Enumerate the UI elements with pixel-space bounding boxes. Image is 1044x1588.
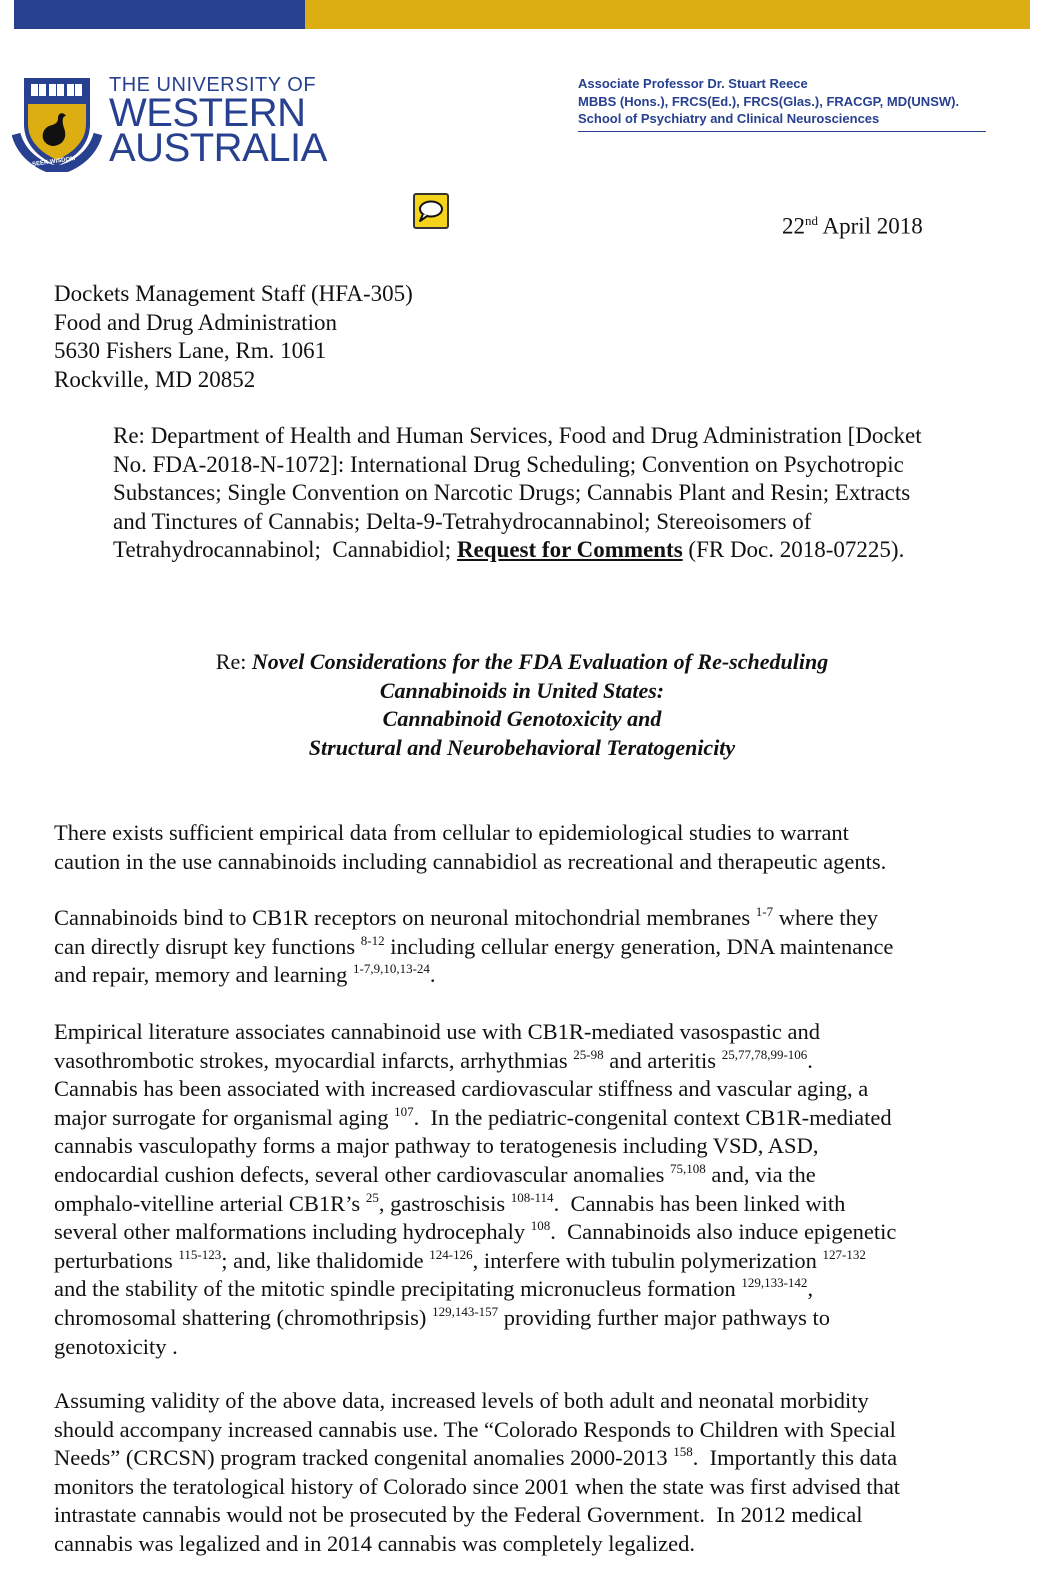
citation-superscript: 129,143-157 [432, 1303, 499, 1319]
citation-superscript: 127-132 [822, 1246, 866, 1262]
regarding-docket [113, 422, 1003, 565]
citation-superscript: 25 [365, 1189, 379, 1205]
paragraph-line: Needs” (CRCSN) program tracked congenital anomalies 2000-2013 $^{158}$. Importantly this data [54, 1444, 898, 1471]
paragraph-line: and repair, memory and learning $^{1-7,9,10,13-24}$. [54, 961, 436, 988]
title-line-1 [0, 648, 1044, 677]
letter-date [782, 213, 923, 240]
body-paragraph-colorado [54, 1387, 1004, 1559]
paragraph-line: perturbations $^{115-123}$; and, like thalidomide $^{124-126}$, interfere with tubulin polymerization $^{127-132}$ [54, 1246, 866, 1273]
top-bar-gold-segment [305, 0, 1030, 29]
paragraph-line: major surrogate for organismal aging $^{107}$. In the pediatric-congenital context CB1R-mediated [54, 1103, 892, 1130]
university-crest-logo [12, 72, 102, 172]
citation-superscript: 129,133-142 [741, 1275, 808, 1291]
title-prefix: Re: [215, 649, 252, 674]
paragraph-line: cannabis was legalized and in 2014 cannabis was completely legalized. [54, 1530, 696, 1556]
date-day: 22 [782, 213, 805, 239]
paragraph-line: Assuming validity of the above data, increased levels of both adult and neonatal morbidity [54, 1388, 869, 1413]
body-paragraph-intro [54, 819, 1004, 876]
citation-superscript: 124-126 [429, 1246, 473, 1262]
citation-superscript: 1-7 [755, 904, 774, 919]
title-line-4: Structural and Neurobehavioral Teratogenicity [308, 734, 736, 760]
title-line-2: Cannabinoids in United States: [379, 677, 665, 703]
author-block [578, 75, 988, 132]
paragraph-line: caution in the use cannabinoids including cannabidiol as recreational and therapeutic agents. [54, 848, 887, 874]
citation-superscript: 108 [530, 1218, 551, 1234]
paragraph-line: omphalo-vitelline arterial CB1R’s $^{25}$, gastroschisis $^{108-114}$. Cannabis has been linked with [54, 1189, 846, 1216]
citation-superscript: 115-123 [178, 1246, 222, 1262]
crest-motto: SEEK WISDOM [31, 156, 76, 168]
paragraph-line: genotoxicity . [54, 1333, 178, 1359]
body-paragraph-cb1r [54, 904, 1004, 990]
author-underline [578, 131, 986, 132]
citation-superscript: 1-7,9,10,13-24 [352, 961, 430, 977]
date-rest: April 2018 [818, 213, 923, 239]
regarding-title [0, 648, 1044, 762]
citation-superscript: 107 [394, 1103, 414, 1119]
citation-superscript: 25-98 [573, 1046, 604, 1062]
body-paragraph-vasculopathy [54, 1018, 1004, 1361]
paragraph-line: monitors the teratological history of Colorado since 2001 when the state was first advised that [54, 1473, 901, 1499]
date-suffix: nd [805, 213, 818, 228]
author-name: Associate Professor Dr. Stuart Reece [578, 76, 808, 91]
address-line: Dockets Management Staff (HFA-305) [54, 281, 413, 306]
university-name-line3: AUSTRALIA [109, 126, 327, 170]
paragraph-line: can directly disrupt key functions $^{8-12}$ including cellular energy generation, DNA maintenance [54, 932, 894, 959]
paragraph-line: intrastate cannabis would not be prosecuted by the Federal Government. In 2012 medical [54, 1502, 863, 1528]
address-line: Food and Drug Administration [54, 309, 338, 335]
recipient-address [54, 280, 413, 394]
citation-superscript: 108-114 [510, 1189, 554, 1205]
regarding-line: No. FDA-2018-N-1072]: International Drug Scheduling; Convention on Psychotropic [113, 451, 904, 477]
regarding-line [113, 536, 1003, 565]
top-bar-blue-segment [14, 0, 305, 29]
paragraph-line: chromosomal shattering (chromothripsis) $^{129,143-157}$ providing further major pathways to [54, 1303, 830, 1330]
paragraph-line: and the stability of the mitotic spindle precipitating micronucleus formation $^{129,133-142}$, [54, 1275, 814, 1302]
title-text: Novel Considerations for the FDA Evaluation of Re-scheduling [251, 649, 829, 674]
paragraph-line: several other malformations including hydrocephaly $^{108}$. Cannabinoids also induce epigenetic [54, 1218, 897, 1245]
author-school: School of Psychiatry and Clinical Neurosciences [578, 111, 880, 126]
regarding-text: (FR Doc. 2018-07225). [682, 537, 905, 563]
top-color-bar [14, 0, 1030, 29]
paragraph-line: Cannabinoids bind to CB1R receptors on neuronal mitochondrial membranes $^{1-7}$ where they [54, 904, 879, 930]
university-name [109, 74, 327, 170]
paragraph-line: vasothrombotic strokes, myocardial infarcts, arrhythmias $^{25-98}$ and arteritis $^{25,77,78,99-106}$. [54, 1046, 813, 1073]
author-degrees: MBBS (Hons.), FRCS(Ed.), FRCS(Glas.), FRACGP, MD(UNSW). [578, 93, 960, 109]
university-name-line1: THE UNIVERSITY OF [109, 74, 317, 96]
address-line: Rockville, MD 20852 [54, 366, 256, 392]
university-name-line2: WESTERN [109, 91, 306, 135]
paragraph-line: Empirical literature associates cannabinoid use with CB1R-mediated vasospastic and [54, 1019, 821, 1044]
paragraph-line: Cannabis has been associated with increased cardiovascular stiffness and vascular aging, a [54, 1076, 869, 1102]
regarding-line: and Tinctures of Cannabis; Delta-9-Tetrahydrocannabinol; Stereoisomers of [113, 508, 812, 534]
citation-superscript: 158 [673, 1444, 693, 1460]
comment-annotation-icon[interactable] [413, 193, 449, 229]
citation-superscript: 75,108 [669, 1160, 706, 1176]
request-for-comments-link[interactable]: Request for Comments [456, 537, 683, 563]
regarding-line: Re: Department of Health and Human Services, Food and Drug Administration [Docket [113, 423, 922, 448]
regarding-text: Tetrahydrocannabinol; Cannabidiol; [113, 537, 457, 563]
paragraph-line: endocardial cushion defects, several other cardiovascular anomalies $^{75,108}$ and, via the [54, 1160, 816, 1187]
paragraph-line: There exists sufficient empirical data from cellular to epidemiological studies to warrant [54, 820, 849, 845]
paragraph-line: cannabis vasculopathy forms a major pathway to teratogenesis including VSD, ASD, [54, 1133, 819, 1159]
citation-superscript: 25,77,78,99-106 [721, 1046, 808, 1062]
citation-superscript: 8-12 [360, 932, 385, 948]
address-line: 5630 Fishers Lane, Rm. 1061 [54, 338, 327, 364]
regarding-line: Substances; Single Convention on Narcotic Drugs; Cannabis Plant and Resin; Extracts [113, 480, 911, 506]
paragraph-line: should accompany increased cannabis use. The “Colorado Responds to Children with Special [54, 1416, 896, 1442]
title-line-3: Cannabinoid Genotoxicity and [382, 706, 662, 732]
